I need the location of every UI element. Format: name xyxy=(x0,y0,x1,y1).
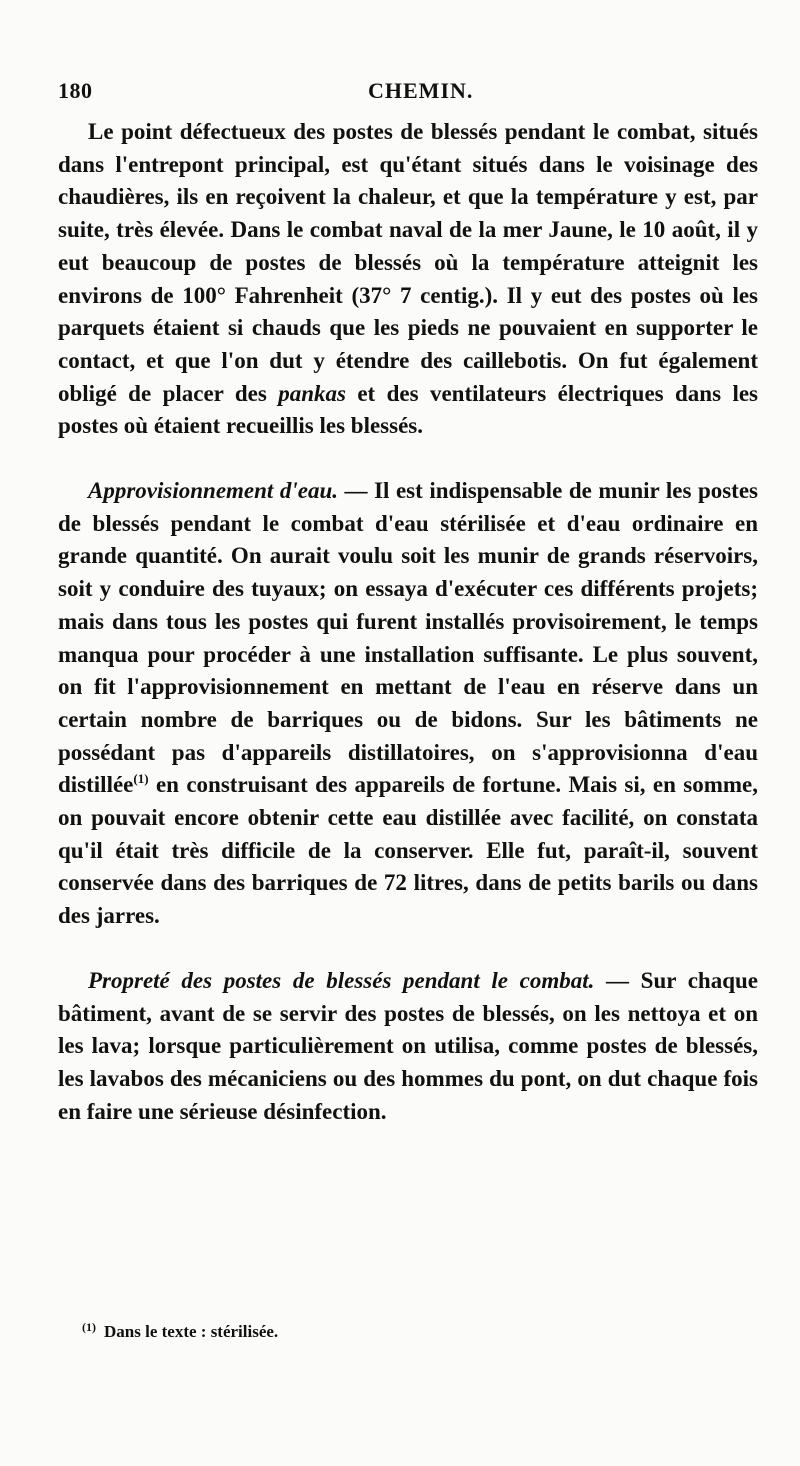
page-number: 180 xyxy=(58,78,93,103)
paragraph-cleanliness xyxy=(58,965,758,1129)
paragraph-text: — Il est indispensable de munir les postes de blessés pendant le combat d'eau stérilisée et d'eau ordinaire en grande quantité. On aurait voulu soit les munir de grands réservoirs, soit y conduire des tuyaux; on essaya d'exécuter ces différents projets; mais dans tous les postes qui furent installés provisoirement, le temps manqua pour procéder à une installation suffisante. Le plus souvent, on fit l'approvisionnement en mettant de l'eau en réserve dans un certain nombre de barriques ou de bidons. Sur les bâtiments ne possédant pas d'appareils distillatoires, on s'approvisionna d'eau distillée xyxy=(58,478,759,798)
footnote-reference: (1) xyxy=(133,771,149,787)
footnote xyxy=(82,1320,278,1342)
running-head: CHEMIN. xyxy=(368,78,474,103)
paragraph-text: en construisant des appareils de fortune. Mais si, en somme, on pouvait encore obtenir cette eau distillée avec facilité, on constata qu'il était très difficile de la conserver. Elle fut, paraît-il, souvent conservée dans des barriques de 72 litres, dans de petits barils ou dans des jarres. xyxy=(58,772,758,929)
paragraph-text: et des ventilateurs électriques dans les postes où étaient recueillis les blessés. xyxy=(58,380,758,439)
footnote-mark: (1) xyxy=(82,1320,96,1334)
paragraph-text: — Sur chaque bâtiment, avant de se servir des postes de blessés, on les nettoya et on les lava; lorsque particulièrement on utilisa, comme postes de blessés, les lavabos des mécaniciens ou des hommes du pont, on dut chaque fois en faire une sérieuse désinfection. xyxy=(58,967,758,1124)
section-lead-water: Approvisionnement d'eau. xyxy=(88,478,338,504)
paragraph-text: Le point défectueux des postes de blessés pendant le combat, situés dans l'entrepont principal, est qu'étant situés dans le voisinage des chaudières, ils en reçoivent la chaleur, et que la température y est, par suite, très élevée. Dans le combat naval de la mer Jaune, le 10 août, il y eut beaucoup de postes de blessés où la température atteignit les environs de 100° Fahrenheit (37° 7 centig.). Il y eut des postes où les parquets étaient si chauds que les pieds ne pouvaient en supporter le contact, et que l'on dut y étendre des caillebotis. On fut également obligé de placer des xyxy=(58,119,758,406)
body-text xyxy=(58,116,758,1128)
section-lead-cleanliness: Propreté des postes de blessés pendant le combat. xyxy=(88,967,595,993)
emphasis-pankas: pankas xyxy=(278,380,346,406)
paragraph-heat xyxy=(58,116,758,443)
footnote-text: Dans le texte : stérilisée. xyxy=(104,1322,279,1341)
paragraph-water-supply xyxy=(58,475,758,933)
page-header xyxy=(58,78,758,118)
